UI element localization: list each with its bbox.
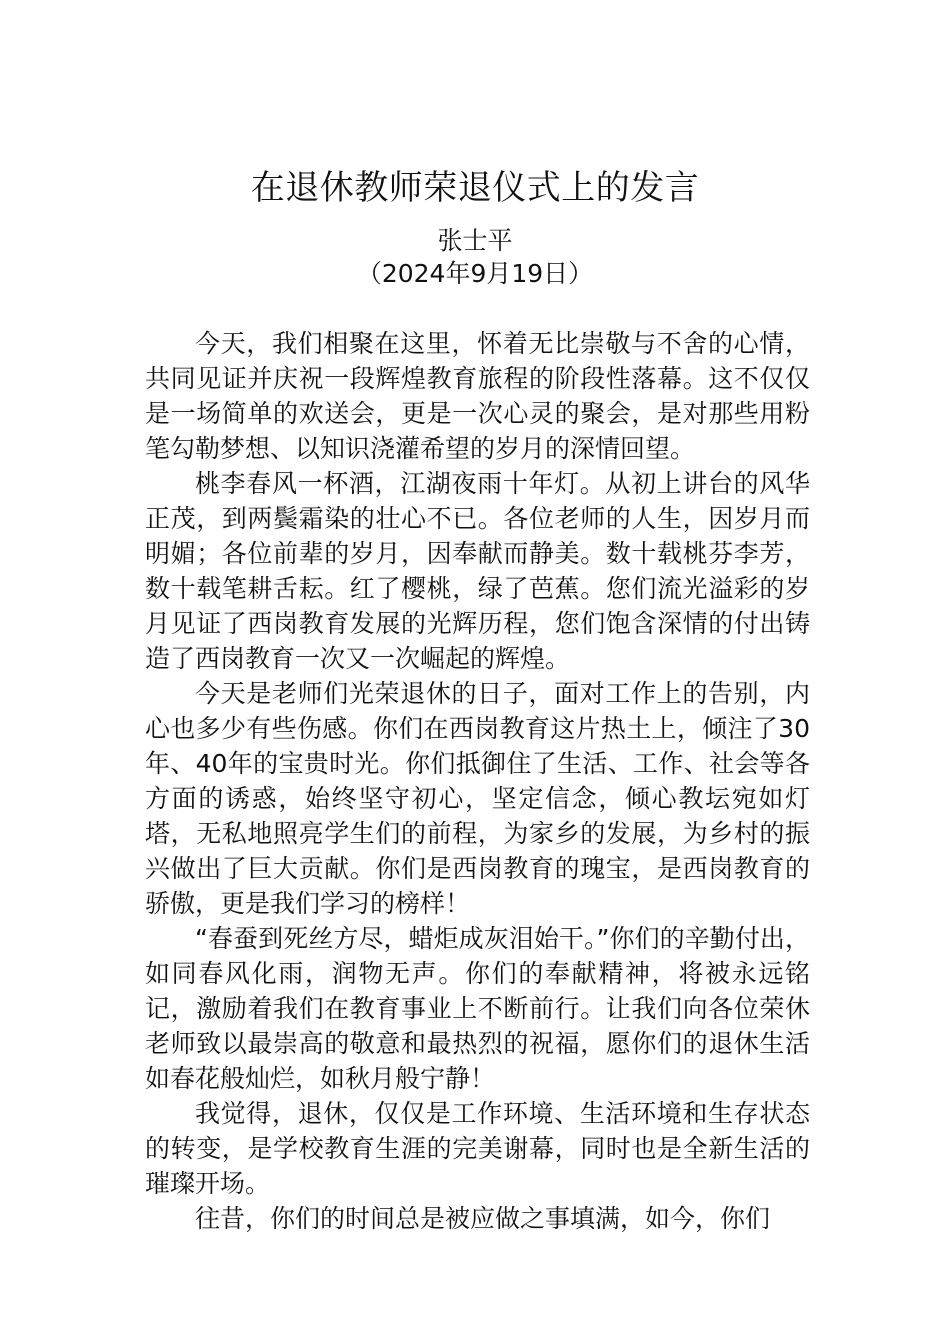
paragraph: 今天，我们相聚在这里，怀着无比崇敬与不舍的心情，共同见证并庆祝一段辉煌教育旅程的阶段性落幕。这不仅仅是一场简单的欢送会，更是一次心灵的聚会，是对那些用粉笔勾勒梦想、以知识浇灌希望的岁月的深情回望。 [145,329,810,463]
paragraph: “春蚕到死丝方尽，蜡炬成灰泪始干。”你们的辛勤付出，如同春风化雨，润物无声。你们的奉献精神，将被永远铭记，激励着我们在教育事业上不断前行。让我们向各位荣休老师致以最崇高的敬意和最热烈的祝福，愿你们的退休生活如春花般灿烂，如秋月般宁静！ [145,924,810,1093]
paragraph: 往昔，你们的时间总是被应做之事填满，如今，你们 [195,1204,771,1233]
document-title: 在退休教师荣退仪式上的发言 [250,168,700,208]
paragraph: 今天是老师们光荣退休的日子，面对工作上的告别，内心也多少有些伤感。你们在西岗教育这片热土上，倾注了30年、40年的宝贵时光。你们抵御住了生活、工作、社会等各方面的诱惑，始终坚守初心，坚定信念，倾心教坛宛如灯塔，无私地照亮学生们的前程，为家乡的发展，为乡村的振兴做出了巨大贡献。你们是西岗教育的瑰宝，是西岗教育的骄傲，更是我们学习的榜样！ [145,679,810,918]
document-author: 张士平 [437,226,513,255]
document-body [145,326,810,1236]
paragraph: 我觉得，退休，仅仅是工作环境、生活环境和生存状态的转变，是学校教育生涯的完美谢幕，同时也是全新生活的璀璨开场。 [145,1099,810,1198]
document-date: （2024年9月19日） [356,259,594,288]
paragraph: 桃李春风一杯酒，江湖夜雨十年灯。从初上讲台的风华正茂，到两鬓霜染的壮心不已。各位老师的人生，因岁月而明媚；各位前辈的岁月，因奉献而静美。数十载桃芬李芳，数十载笔耕舌耘。红了樱桃，绿了芭蕉。您们流光溢彩的岁月见证了西岗教育发展的光辉历程，您们饱含深情的付出铸造了西岗教育一次又一次崛起的辉煌。 [145,469,810,673]
